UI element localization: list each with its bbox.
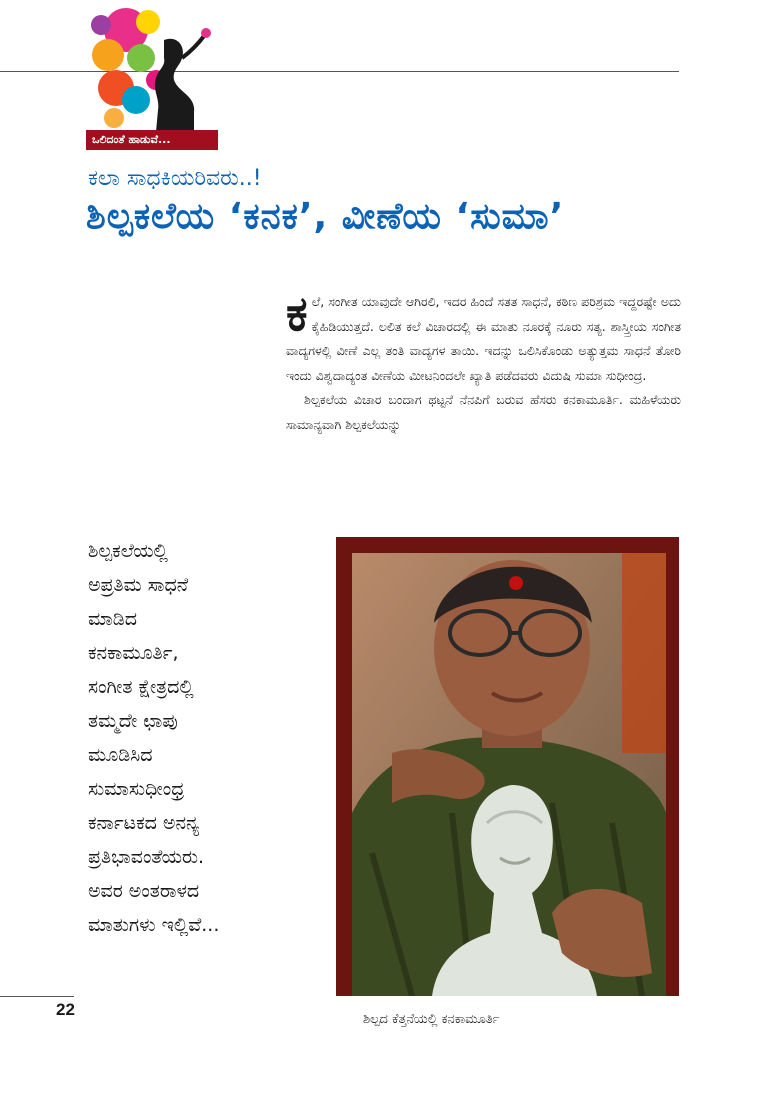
section-label: ಒಲಿದಂತೆ ಹಾಡುವೆ... bbox=[86, 130, 218, 150]
pullquote-line: ಅವರ ಅಂತರಾಳದ bbox=[88, 880, 200, 902]
photo-frame bbox=[336, 537, 679, 996]
page-number: 22 bbox=[56, 1000, 75, 1019]
photo-caption: ಶಿಲ್ಪದ ಕೆತ್ತನೆಯಲ್ಲಿ ಕನಕಾಮೂರ್ತಿ bbox=[363, 1012, 500, 1027]
woman-silhouette-illustration bbox=[86, 0, 218, 132]
pullquote-line: ಮೂಡಿಸಿದ bbox=[88, 744, 153, 766]
pullquote-line: ತಮ್ಮದೇ ಛಾಪು bbox=[88, 710, 178, 732]
paragraph-1: ಲೆ, ಸಂಗೀತ ಯಾವುದೇ ಆಗಿರಲಿ, ಇದರ ಹಿಂದೆ ಸತತ ಸಾಧನೆ, ಕಠಿಣ ಪರಿಶ್ರಮ ಇದ್ದರಷ್ಟೇ ಅದು ಕೈಹಿಡಿಯುತ್ತದೆ. ಲಲಿತ ಕಲೆ ವಿಚಾರದಲ್ಲಿ ಈ ಮಾತು ನೂರಕ್ಕೆ ನೂರು ಸತ್ಯ. ಶಾಸ್ತ್ರೀಯ ಸಂಗೀತ ವಾದ್ಯಗಳಲ್ಲಿ ವೀಣೆ ಎಲ್ಲ ತಂತಿ ವಾದ್ಯಗಳ ತಾಯಿ. ಇದನ್ನು ಒಲಿಸಿಕೊಂಡು ಅತ್ಯುತ್ತಮ ಸಾಧನೆ ತೋರಿ ಇಂದು ವಿಶ್ವದಾದ್ಯಂತ ವೀಣೆಯ ಮೀಟನಿಂದಲೇ ಖ್ಯಾತಿ ಪಡೆದವರು ವಿದುಷಿ ಸುಮಾ ಸುಧೀಂದ್ರ. bbox=[286, 294, 681, 383]
article-headline: ಶಿಲ್ಪಕಲೆಯ ‘ಕನಕ’, ವೀಣೆಯ ‘ಸುಮಾ’ bbox=[86, 196, 565, 237]
pullquote-line: ಕರ್ನಾಟಕದ ಅನನ್ಯ bbox=[88, 812, 200, 834]
section-logo bbox=[86, 0, 218, 150]
pullquote-line: ಕನಕಾಮೂರ್ತಿ, bbox=[88, 642, 179, 664]
pullquote-line: ಸುಮಾಸುಧೀಂಧ್ರ bbox=[88, 778, 185, 800]
pullquote-line: ಸಂಗೀತ ಕ್ಷೇತ್ರದಲ್ಲಿ bbox=[88, 676, 194, 698]
article-kicker: ಕಲಾ ಸಾಧಕಿಯರಿವರು..! bbox=[88, 166, 262, 191]
pullquote-line: ಮಾತುಗಳು ಇಲ್ಲಿವೆ... bbox=[88, 914, 220, 936]
pullquote-line: ಶಿಲ್ಪಕಲೆಯಲ್ಲಿ bbox=[88, 540, 168, 562]
pull-quote bbox=[88, 534, 308, 942]
pullquote-line: ಅಪ್ರತಿಮ ಸಾಧನೆ bbox=[88, 574, 189, 596]
sculptor-photo bbox=[352, 553, 666, 996]
paragraph-2: ಶಿಲ್ಪಕಲೆಯ ವಿಚಾರ ಬಂದಾಗ ಥಟ್ಟನೆ ನೆನಪಿಗೆ ಬರುವ ಹೆಸರು ಕನಕಾಮೂರ್ತಿ. ಮಹಿಳೆಯರು ಸಾಮಾನ್ಯವಾಗಿ ಶಿಲ್ಪಕಲೆಯನ್ನು bbox=[286, 392, 681, 432]
footer-rule bbox=[0, 996, 74, 997]
sculptor-photo-illustration bbox=[352, 553, 666, 996]
pullquote-line: ಪ್ರತಿಭಾವಂತೆಯರು. bbox=[88, 846, 205, 868]
drop-cap: ಕ bbox=[286, 286, 308, 342]
article-body bbox=[286, 286, 681, 437]
pullquote-line: ಮಾಡಿದ bbox=[88, 608, 138, 630]
